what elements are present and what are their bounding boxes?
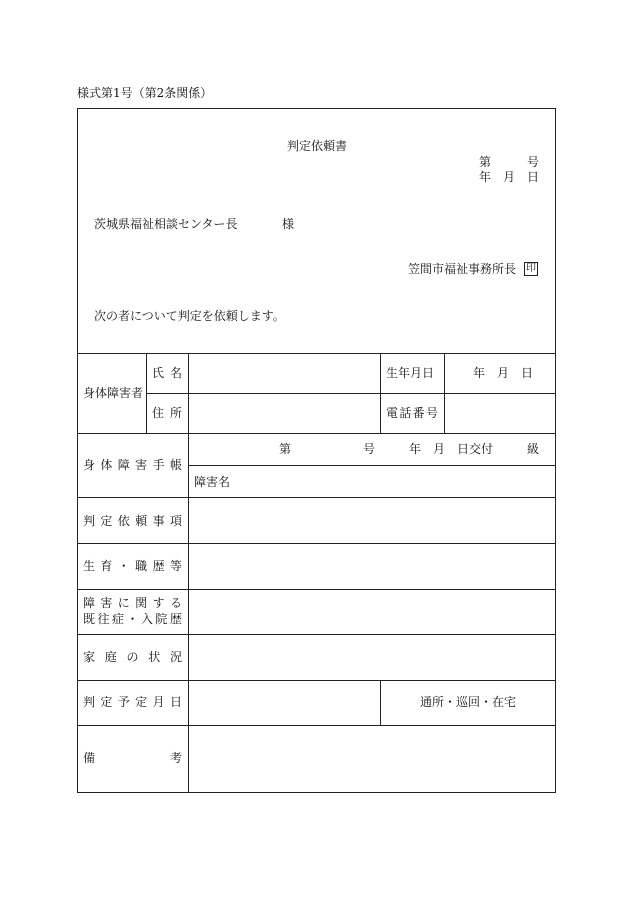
rule-birth-left	[380, 353, 381, 433]
doc-number-dai: 第	[479, 155, 492, 169]
rule-person-mid	[146, 393, 556, 394]
request-items-label: 判 定 依 頼 事 項	[83, 514, 182, 528]
handbook-go: 号	[363, 442, 376, 456]
history-label-line2: 既 往 症 ・ 入 院 歴	[83, 612, 182, 626]
disability-name-label: 障害名	[194, 475, 231, 489]
seal-mark: 印	[526, 263, 536, 274]
birth-tsuki: 月	[497, 366, 510, 380]
sender: 笠間市福祉事務所長	[408, 262, 517, 276]
upbringing-field[interactable]	[192, 547, 552, 585]
rule-schedule-split	[380, 680, 381, 725]
handbook-dai: 第	[279, 442, 292, 456]
rule-birth-right	[444, 353, 445, 433]
rule-history-top	[77, 589, 556, 590]
handbook-grade: 級	[527, 442, 540, 456]
person-label: 身体障害者	[83, 386, 144, 400]
rule-request-top	[77, 497, 556, 498]
document-title: 判定依頼書	[287, 139, 348, 153]
doc-date-hi: 日	[527, 170, 540, 184]
remarks-field[interactable]	[192, 729, 552, 788]
request-items-field[interactable]	[192, 501, 552, 539]
remarks-label: 備 考	[83, 751, 182, 765]
rule-person-sub	[146, 353, 147, 433]
rule-remarks-top	[77, 725, 556, 726]
form-number: 様式第1号（第2条関係）	[77, 86, 213, 100]
handbook-label: 身 体 障 害 手 帳	[83, 458, 182, 472]
rule-family-top	[77, 634, 556, 635]
history-label-line1: 障 害 に 関 す る	[83, 596, 182, 610]
request-text: 次の者について判定を依頼します。	[94, 309, 285, 323]
doc-date-tsuki: 月	[503, 170, 516, 184]
birth-nen: 年	[473, 366, 486, 380]
upbringing-label: 生 育 ・ 職 歴 等	[83, 559, 182, 573]
history-field[interactable]	[192, 593, 552, 630]
doc-number-go: 号	[527, 155, 540, 169]
name-label: 氏 名	[152, 366, 182, 380]
rule-handbook-mid	[188, 465, 556, 466]
name-field[interactable]	[192, 357, 376, 389]
schedule-date-field[interactable]	[192, 684, 376, 721]
handbook-issued: 日交付	[457, 442, 494, 456]
rule-schedule-top	[77, 680, 556, 681]
rule-label-column	[188, 353, 189, 792]
address-label: 住 所	[152, 406, 182, 420]
family-field[interactable]	[192, 638, 552, 676]
handbook-nen: 年	[409, 442, 422, 456]
rule-upbringing-top	[77, 543, 556, 544]
handbook-tsuki: 月	[433, 442, 446, 456]
rule-person-top	[77, 353, 556, 354]
phone-field[interactable]	[448, 397, 552, 429]
schedule-mode: 通所・巡回・在宅	[420, 695, 517, 709]
phone-label: 電 話 番 号	[386, 406, 438, 420]
address-field[interactable]	[192, 397, 376, 429]
birth-hi: 日	[521, 366, 534, 380]
doc-date-nen: 年	[479, 170, 492, 184]
rule-handbook-top	[77, 433, 556, 434]
addressee-suffix: 様	[282, 217, 295, 231]
schedule-label: 判 定 予 定 月 日	[83, 695, 182, 709]
family-label: 家 庭 の 状 況	[83, 650, 182, 664]
addressee: 茨城県福祉相談センター長	[94, 217, 238, 231]
birth-label: 生年月日	[386, 366, 435, 380]
